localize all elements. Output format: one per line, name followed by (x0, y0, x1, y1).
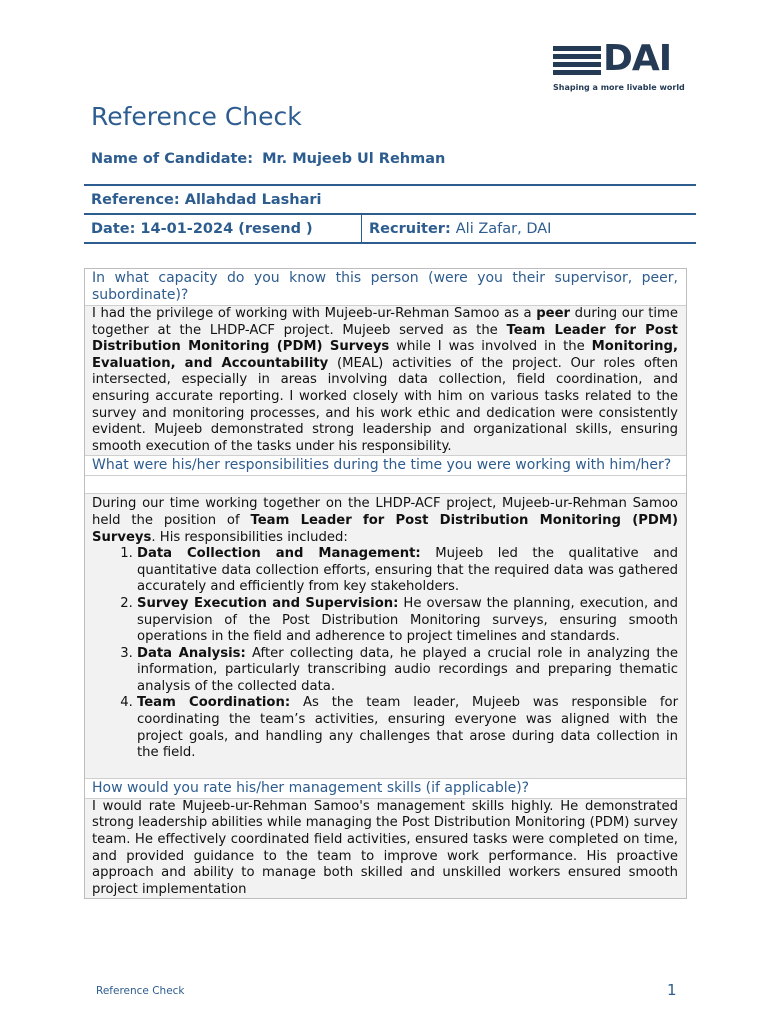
page-title: Reference Check (91, 102, 302, 131)
list-item: 1. Data Collection and Management: Mujeeb led the qualitative and quantitative data collection efforts, ensuring that the required data was gathered accurately and efficiently from key stakeholders. (137, 546, 678, 596)
logo-tagline: Shaping a more livable world (553, 83, 685, 92)
answer-2 (85, 494, 686, 779)
question-1: In what capacity do you know this person (were you their supervisor, peer, subordinate)? (85, 269, 686, 306)
answer-1: I had the privilege of working with Mujeeb-ur-Rehman Samoo as a peer during our time together at the LHDP-ACF project. Mujeeb served as the Team Leader for Post Distribution Monitoring (PDM) Surveys while I was involved in the Monitoring, Evaluation, and Accountability (MEAL) activities of the project. Our roles often intersected, especially in areas involving data collection, field coordination, and ensuring accurate reporting. I worked closely with him on various tasks related to the survey and monitoring processes, and his work ethic and dedication were consistently evident. Mujeeb demonstrated strong leadership and organizational skills, ensuring smooth execution of the tasks under his responsibility. (85, 306, 686, 456)
list-item: 2. Survey Execution and Supervision: He oversaw the planning, execution, and supervision of the Post Distribution Monitoring surveys, ensuring smooth operations in the field and adherence to project timelines and standards. (137, 596, 678, 646)
recruiter-label: Recruiter: (369, 220, 451, 237)
page-number: 1 (667, 981, 677, 999)
logo-bars-icon (553, 46, 601, 78)
responsibilities-list (92, 546, 678, 762)
candidate-label: Name of Candidate: (91, 151, 254, 167)
questions-table (84, 268, 687, 899)
reference-name: Reference: Allahdad Lashari (91, 191, 322, 208)
blank-row (85, 476, 686, 494)
footer-title: Reference Check (96, 985, 185, 997)
recruiter-value: Ali Zafar, DAI (455, 220, 552, 237)
list-item: 3. Data Analysis: After collecting data, he played a crucial role in analyzing the information, particularly transcribing audio recordings and preparing thematic analysis of the collected data. (137, 646, 678, 696)
logo-word: DAI (603, 38, 672, 79)
reference-info-table (84, 184, 696, 244)
question-2: What were his/her responsibilities during the time you were working with him/her? (85, 456, 686, 476)
list-item: 4. Team Coordination: As the team leader, Mujeeb was responsible for coordinating the team’s activities, ensuring everyone was aligned with the project goals, and handling any challenges that arose during data collection in the field. (137, 695, 678, 761)
question-3: How would you rate his/her management skills (if applicable)? (85, 779, 686, 799)
answer-3: I would rate Mujeeb-ur-Rehman Samoo's management skills highly. He demonstrated strong leadership abilities while managing the Post Distribution Monitoring (PDM) survey team. He effectively coordinated field activities, ensured tasks were completed on time, and provided guidance to the team to improve work performance. His proactive approach and ability to manage both skilled and unskilled workers ensured smooth project implementation (85, 799, 686, 899)
reference-row (84, 184, 696, 213)
reference-date: Date: 14-01-2024 (resend ) (84, 215, 362, 242)
answer-2-intro: During our time working together on the LHDP-ACF project, Mujeeb-ur-Rehman Samoo held the position of Team Leader for Post Distribution Monitoring (PDM) Surveys. His responsibilities included: (92, 496, 678, 545)
date-recruiter-row (84, 213, 696, 244)
candidate-line (91, 151, 445, 167)
candidate-name: Mr. Mujeeb Ul Rehman (262, 151, 446, 167)
dai-logo (553, 38, 685, 94)
recruiter-cell (362, 215, 551, 242)
